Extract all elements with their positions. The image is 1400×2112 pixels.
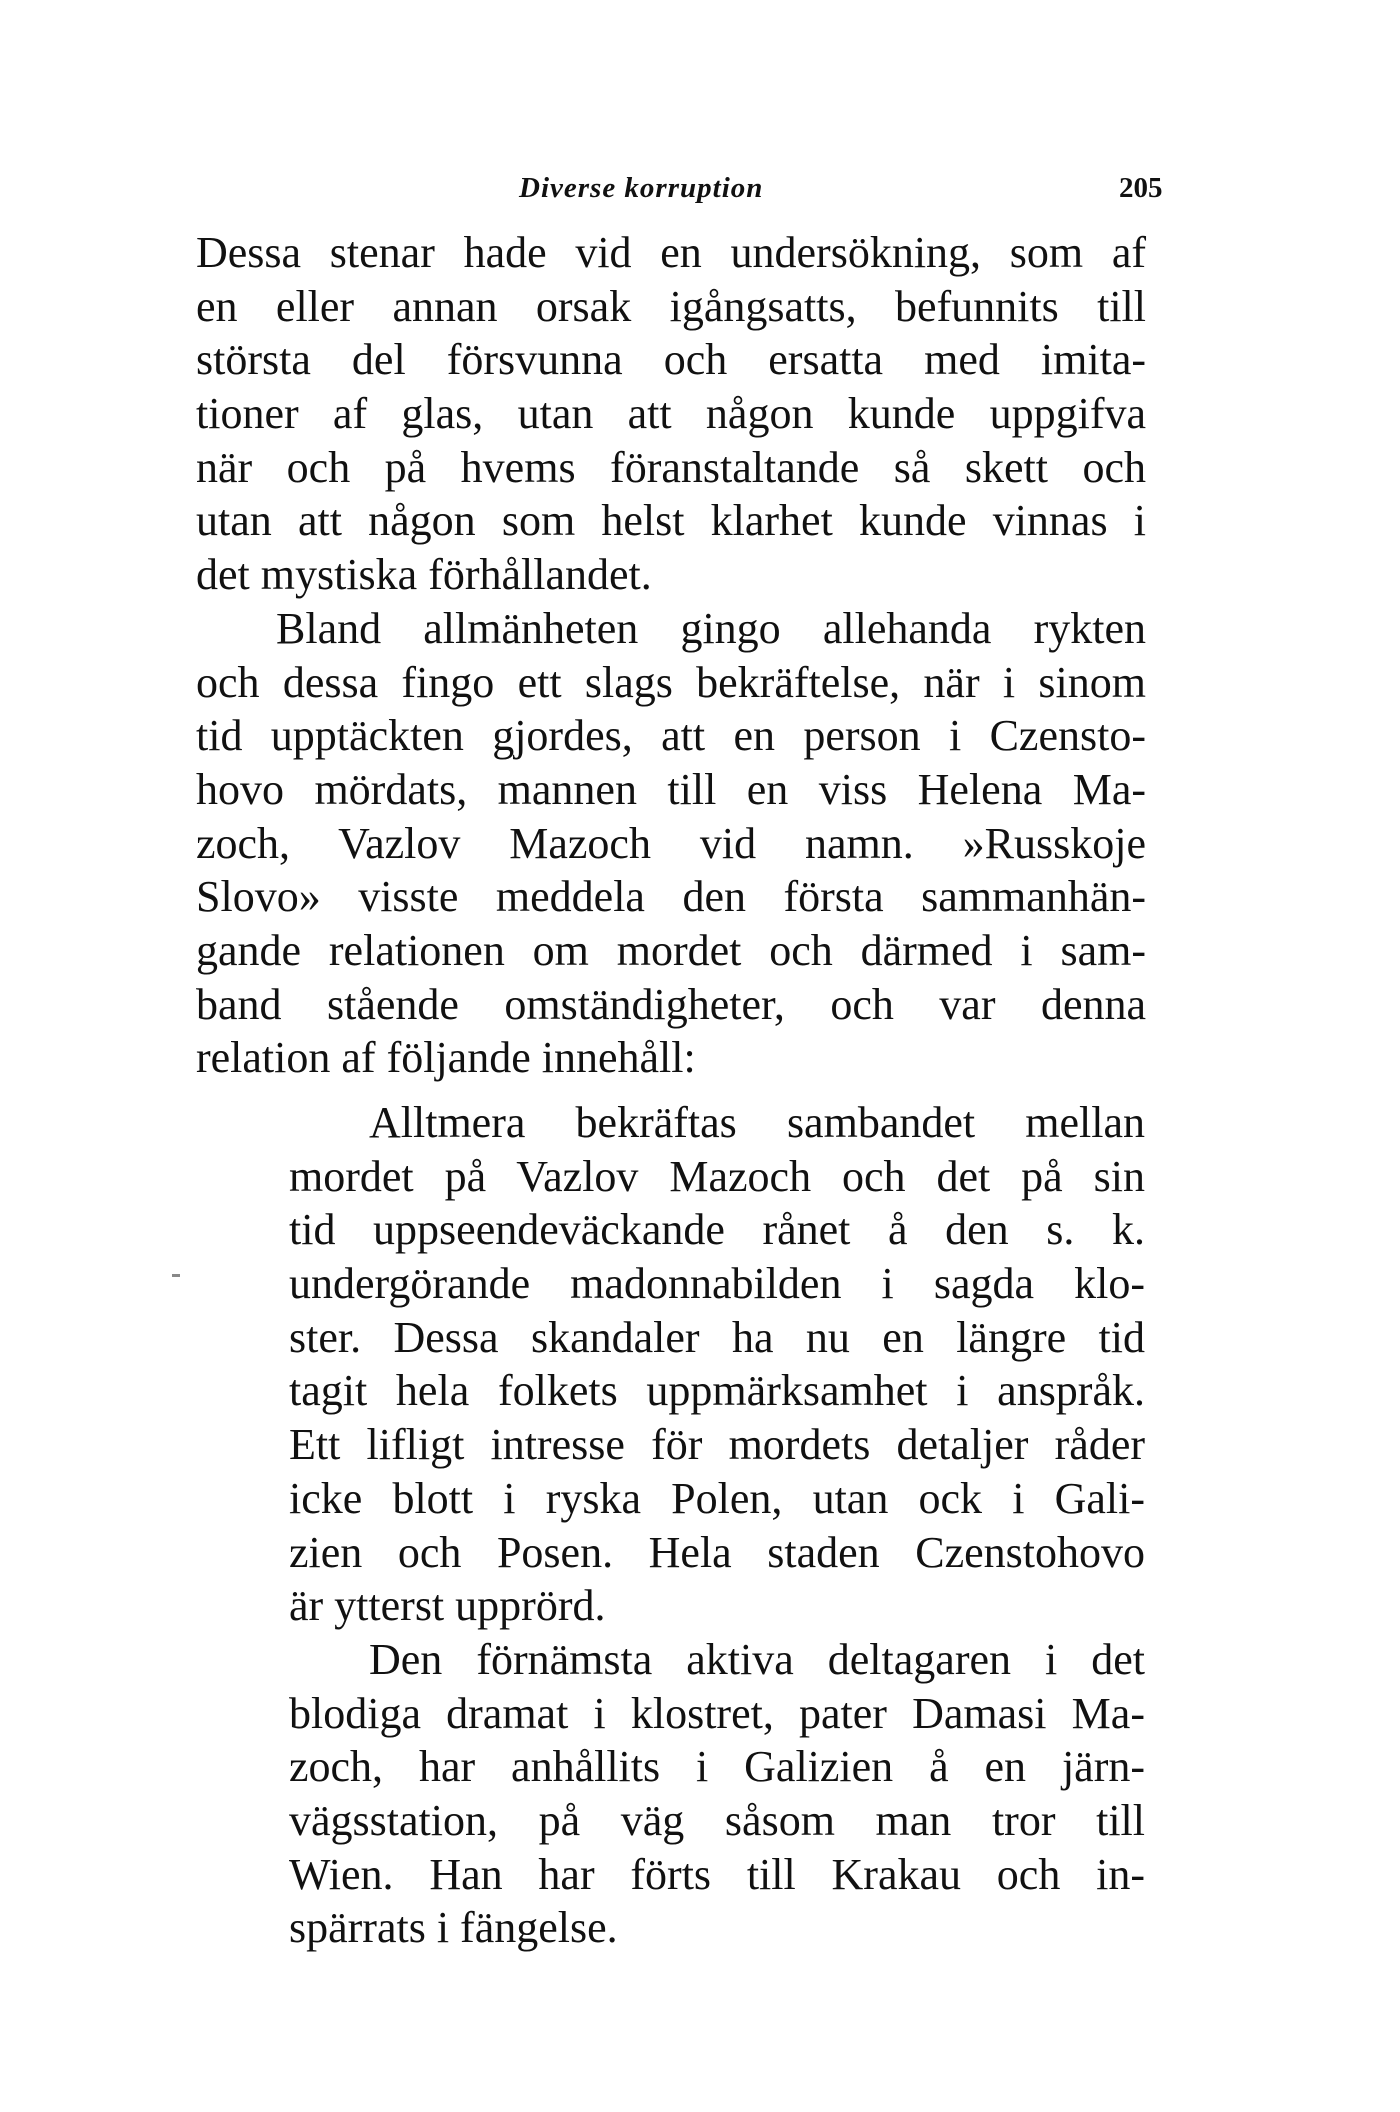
text-line: zoch, Vazlov Mazoch vid namn. »Russkoje (196, 818, 1146, 868)
text-line: Ett lifligt intresse för mordets detaljer råder (289, 1420, 1145, 1470)
text-line: band stående omständigheter, och var denna (196, 979, 1146, 1029)
page-header (0, 172, 1400, 212)
text-line: ster. Dessa skandaler ha nu en längre tid (289, 1312, 1145, 1362)
main-text (196, 226, 1146, 1085)
text-line: en eller annan orsak igångsatts, befunnits till (196, 281, 1146, 331)
text-line: relation af följande innehåll: (196, 1033, 696, 1083)
text-line: största del försvunna och ersatta med imita- (196, 335, 1146, 385)
text-line: hovo mördats, mannen till en viss Helena Ma- (196, 764, 1146, 814)
text-line: icke blott i ryska Polen, utan ock i Gali- (289, 1473, 1145, 1523)
text-line: Slovo» visste meddela den första sammanhän- (196, 872, 1146, 922)
page-number: 205 (1119, 172, 1163, 204)
paragraph-2 (196, 602, 1146, 1085)
text-line: Wien. Han har förts till Krakau och in- (289, 1849, 1145, 1899)
text-line: Alltmera bekräftas sambandet mellan (369, 1098, 1145, 1147)
text-line: Den förnämsta aktiva deltagaren i det (369, 1634, 1145, 1684)
text-line: tioner af glas, utan att någon kunde uppgifva (196, 389, 1146, 439)
text-line: Bland allmänheten gingo allehanda rykten (276, 603, 1146, 653)
text-line: är ytterst upprörd. (289, 1581, 606, 1631)
text-line: blodiga dramat i klostret, pater Damasi Ma- (289, 1688, 1145, 1738)
quote-paragraph-1 (289, 1096, 1145, 1633)
text-line: det mystiska förhållandet. (196, 550, 652, 600)
text-line: mordet på Vazlov Mazoch och det på sin (289, 1151, 1145, 1201)
running-title: Diverse korruption (519, 172, 764, 204)
text-line: när och på hvems föranstaltande så skett och (196, 442, 1146, 492)
text-line: tid uppseendeväckande rånet å den s. k. (289, 1205, 1145, 1255)
text-line: vägsstation, på väg såsom man tror till (289, 1795, 1145, 1845)
text-line: utan att någon som helst klarhet kunde vinnas i (196, 496, 1146, 546)
text-line: undergörande madonnabilden i sagda klo- (289, 1259, 1145, 1309)
text-line: tagit hela folkets uppmärksamhet i anspråk. (289, 1366, 1145, 1416)
text-line: tid upptäckten gjordes, att en person i Czensto- (196, 711, 1146, 761)
paragraph-1 (196, 226, 1146, 602)
text-line: zoch, har anhållits i Galizien å en järn- (289, 1742, 1145, 1792)
quote-paragraph-2 (289, 1633, 1145, 1955)
margin-mark (172, 1274, 180, 1277)
quoted-text (289, 1096, 1145, 1955)
text-line: och dessa fingo ett slags bekräftelse, när i sinom (196, 657, 1146, 707)
text-line: zien och Posen. Hela staden Czenstohovo (289, 1527, 1145, 1577)
text-line: gande relationen om mordet och därmed i sam- (196, 925, 1146, 975)
text-line: Dessa stenar hade vid en undersökning, som af (196, 228, 1146, 277)
text-line: spärrats i fängelse. (289, 1903, 618, 1953)
